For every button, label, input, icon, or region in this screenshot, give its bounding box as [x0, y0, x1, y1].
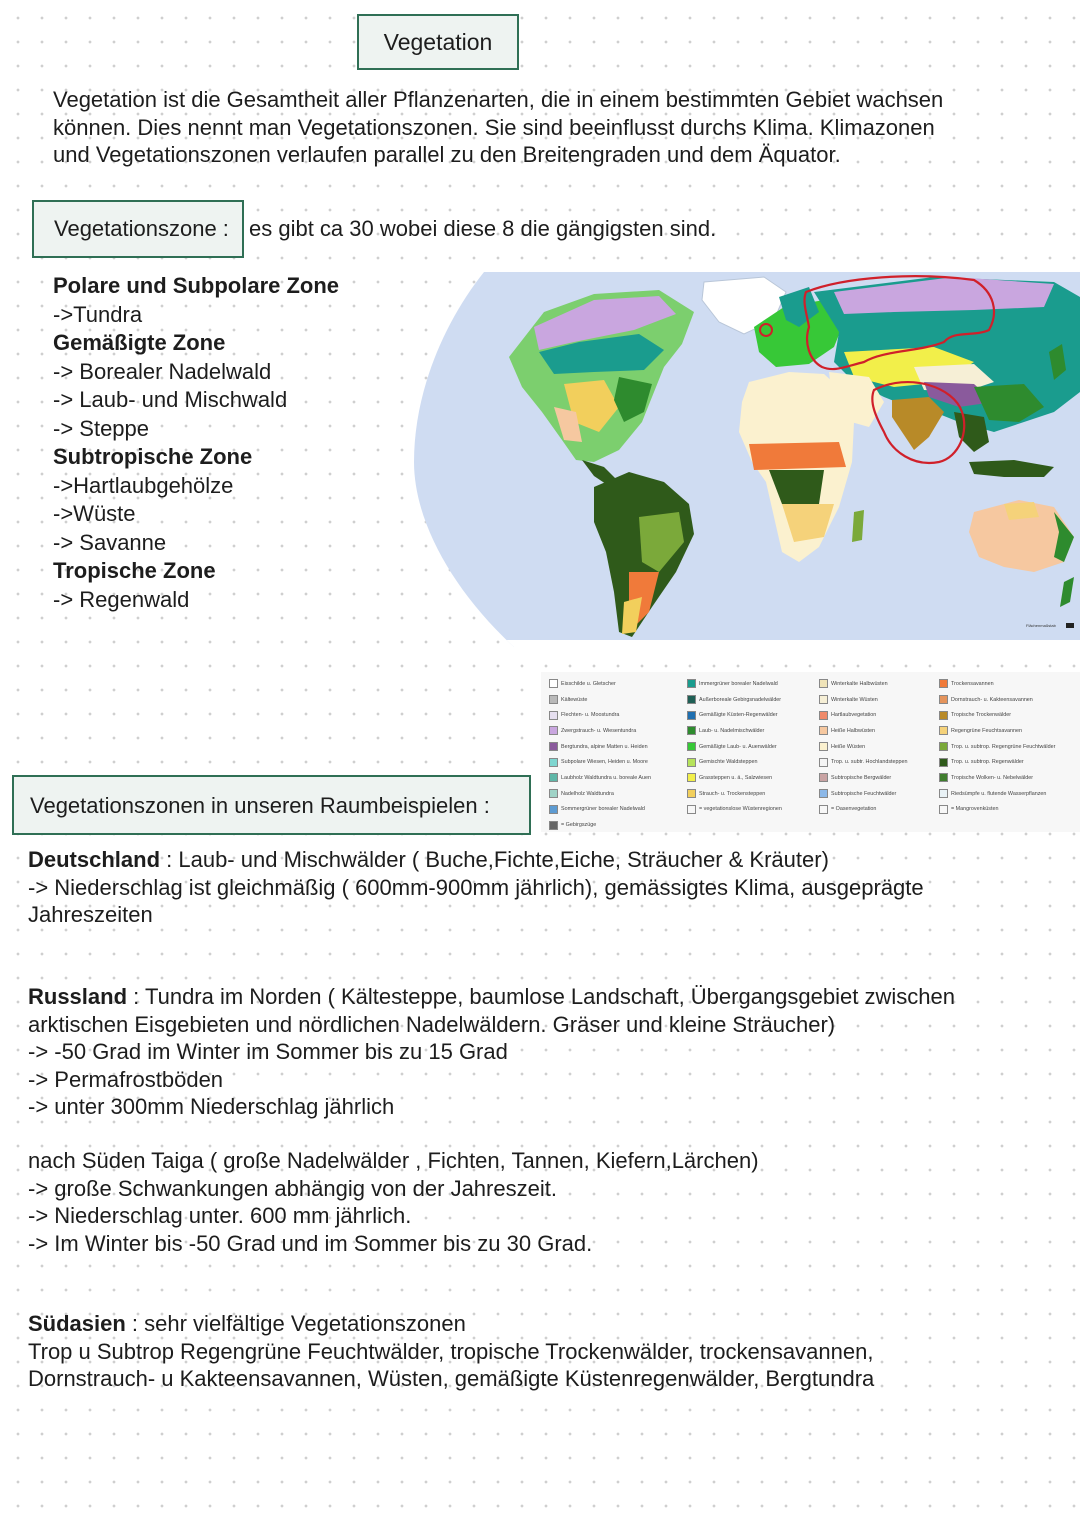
- zone-heading: Subtropische Zone: [53, 444, 253, 469]
- taiga-section: [28, 1147, 1068, 1257]
- russia-name: Russland: [28, 984, 128, 1009]
- russia-line: -> unter 300mm Niederschlag jährlich: [28, 1094, 395, 1119]
- examples-heading: Vegetationszonen in unseren Raumbeispielen :: [30, 793, 490, 818]
- germany-name: Deutschland: [28, 847, 161, 872]
- legend-label: Trop. u. subtrop. Regengrüne Feuchtwälder: [951, 743, 1056, 750]
- legend-item: [819, 754, 908, 770]
- legend-label: Eisschilde u. Gletscher: [561, 680, 616, 687]
- legend-item: [549, 754, 651, 770]
- legend-item: [939, 770, 1055, 786]
- legend-swatch: [687, 773, 696, 782]
- taiga-line: -> große Schwankungen abhängig von der Jahreszeit.: [28, 1175, 557, 1201]
- legend-swatch: [687, 679, 696, 688]
- legend-swatch: [819, 679, 828, 688]
- legend-item: [939, 739, 1055, 755]
- germany-section: [28, 846, 1068, 929]
- legend-label: Laubholz Waldtundra u. boreale Auen: [561, 774, 652, 781]
- taiga-line: -> Im Winter bis -50 Grad und im Sommer bis zu 30 Grad.: [28, 1230, 593, 1256]
- legend-item: [939, 786, 1055, 802]
- legend-swatch: [549, 805, 558, 814]
- legend-swatch: [939, 726, 948, 735]
- legend-item: [819, 692, 908, 708]
- legend-column: [939, 676, 1055, 817]
- legend-swatch: [549, 711, 558, 720]
- legend-item: [819, 739, 908, 755]
- legend-item: [939, 707, 1055, 723]
- australia-north: [1004, 502, 1039, 520]
- intro-paragraph: [53, 86, 1053, 169]
- map-legend: [541, 672, 1080, 832]
- legend-item: [687, 802, 782, 818]
- legend-label: Subtropische Bergwälder: [831, 774, 892, 781]
- legend-label: Hartlaubvegetation: [831, 712, 877, 719]
- legend-label: = Gebirgszüge: [561, 822, 597, 829]
- zones-list: [53, 272, 413, 614]
- examples-heading-box: [12, 775, 531, 835]
- scale-label: Flächenmaßstab: [1026, 623, 1056, 628]
- legend-item: [819, 707, 908, 723]
- legend-swatch: [819, 805, 828, 814]
- legend-label: = Mangrovenküsten: [951, 806, 999, 813]
- legend-swatch: [939, 789, 948, 798]
- legend-item: [549, 739, 651, 755]
- germany-line: Jahreszeiten: [28, 902, 153, 927]
- legend-item: [819, 770, 908, 786]
- legend-swatch: [819, 789, 828, 798]
- legend-label: Subpolare Wiesen, Heiden u. Moore: [561, 759, 648, 766]
- zones-heading-text: es gibt ca 30 wobei diese 8 die gängigsten sind.: [249, 216, 717, 241]
- russia-line: -> Permafrostböden: [28, 1066, 224, 1092]
- legend-swatch: [549, 726, 558, 735]
- legend-label: Trop. u. subtr. Hochlandsteppen: [831, 759, 908, 766]
- legend-item: [819, 676, 908, 692]
- taiga-line: nach Süden Taiga ( große Nadelwälder , Fichten, Tannen, Kiefern,Lärchen): [28, 1148, 759, 1173]
- legend-swatch: [549, 742, 558, 751]
- legend-swatch: [687, 695, 696, 704]
- legend-item: [549, 802, 651, 818]
- legend-label: Strauch- u. Trockensteppen: [699, 790, 766, 797]
- title-box: [357, 14, 519, 70]
- legend-item: [687, 676, 782, 692]
- legend-swatch: [687, 726, 696, 735]
- legend-item: [549, 676, 651, 692]
- legend-swatch: [819, 773, 828, 782]
- legend-item: [819, 786, 908, 802]
- intro-line: und Vegetationszonen verlaufen parallel zu den Breitengraden und dem Äquator.: [53, 142, 841, 167]
- legend-item: [939, 754, 1055, 770]
- zone-heading: Tropische Zone: [53, 558, 216, 583]
- zone-heading: Polare und Subpolare Zone: [53, 273, 340, 298]
- legend-item: [939, 692, 1055, 708]
- legend-item: [687, 739, 782, 755]
- intro-line: Vegetation ist die Gesamtheit aller Pflanzenarten, die in einem bestimmten Gebiet wachsen: [53, 87, 944, 112]
- intro-line: können. Dies nennt man Vegetationszonen. Sie sind beeinflusst durchs Klima. Klimazonen: [53, 114, 935, 140]
- legend-label: Gemäßigte Laub- u. Auenwälder: [699, 743, 777, 750]
- legend-swatch: [819, 695, 828, 704]
- legend-label: Riedsümpfe u. flutende Wasserpflanzen: [951, 790, 1047, 797]
- legend-label: Sommergrüner borealer Nadelwald: [561, 806, 645, 813]
- legend-label: Außerboreale Gebirgsnadelwälder: [699, 696, 782, 703]
- zones-label: Vegetationszone :: [54, 216, 229, 241]
- zone-item: -> Steppe: [53, 415, 150, 441]
- germany-line: : Laub- und Mischwälder ( Buche,Fichte,Eiche, Sträucher & Kräuter): [160, 847, 829, 872]
- legend-item: [549, 707, 651, 723]
- legend-item: [939, 802, 1055, 818]
- legend-swatch: [549, 821, 558, 830]
- legend-swatch: [939, 805, 948, 814]
- legend-swatch: [939, 711, 948, 720]
- south-asia-line: Trop u Subtrop Regengrüne Feuchtwälder, tropische Trockenwälder, trockensavannen,: [28, 1338, 874, 1364]
- legend-item: [549, 817, 651, 833]
- page-title: Vegetation: [383, 29, 493, 55]
- legend-swatch: [939, 773, 948, 782]
- zone-item: -> Borealer Nadelwald: [53, 358, 272, 384]
- legend-label: Zwergstrauch- u. Wiesentundra: [561, 727, 637, 734]
- africa-savanna-n: [749, 442, 846, 470]
- legend-item: [687, 692, 782, 708]
- legend-label: Gemischte Waldsteppen: [699, 759, 758, 766]
- legend-item: [819, 802, 908, 818]
- legend-item: [687, 754, 782, 770]
- legend-label: Regengrüne Feuchtsavannen: [951, 727, 1023, 734]
- legend-swatch: [687, 711, 696, 720]
- south-asia-line: Dornstrauch- u Kakteensavannen, Wüsten, gemäßigte Küstenregenwälder, Bergtundra: [28, 1366, 875, 1391]
- legend-item: [687, 786, 782, 802]
- legend-label: Tropische Trockenwälder: [951, 712, 1012, 719]
- zone-item: -> Savanne: [53, 529, 167, 555]
- legend-swatch: [819, 742, 828, 751]
- legend-swatch: [687, 789, 696, 798]
- zones-label-box: [32, 200, 244, 258]
- legend-label: = vegetationslose Wüstenregionen: [699, 806, 782, 813]
- legend-swatch: [819, 758, 828, 767]
- legend-swatch: [549, 789, 558, 798]
- legend-item: [687, 770, 782, 786]
- legend-column: [819, 676, 908, 817]
- legend-item: [549, 723, 651, 739]
- legend-item: [549, 692, 651, 708]
- legend-label: Immergrüner borealer Nadelwald: [699, 680, 778, 687]
- legend-swatch: [819, 711, 828, 720]
- legend-label: Nadelholz Waldtundra: [561, 790, 614, 797]
- legend-label: Winterkalte Halbwüsten: [831, 680, 888, 687]
- legend-item: [549, 786, 651, 802]
- legend-label: Grassteppen u. ä., Salzwiesen: [699, 774, 773, 781]
- legend-swatch: [939, 758, 948, 767]
- legend-item: [939, 723, 1055, 739]
- legend-item: [687, 723, 782, 739]
- legend-label: Winterkalte Wüsten: [831, 696, 878, 703]
- legend-label: Subtropische Feuchtwälder: [831, 790, 897, 797]
- zone-item: -> Regenwald: [53, 586, 190, 612]
- legend-swatch: [549, 695, 558, 704]
- zone-item: ->Hartlaubgehölze: [53, 472, 234, 498]
- legend-label: Bergtundra, alpine Matten u. Heiden: [561, 743, 648, 750]
- russia-line: -> -50 Grad im Winter im Sommer bis zu 15 Grad: [28, 1039, 508, 1064]
- south-asia-section: [28, 1310, 1068, 1393]
- legend-item: [687, 707, 782, 723]
- legend-swatch: [939, 695, 948, 704]
- legend-swatch: [939, 742, 948, 751]
- antarctica: [414, 640, 1080, 662]
- legend-swatch: [549, 773, 558, 782]
- russia-line: : Tundra im Norden ( Kältesteppe, baumlose Landschaft, Übergangsgebiet zwischen: [127, 984, 955, 1009]
- scale-bar: [1066, 623, 1074, 628]
- legend-swatch: [549, 758, 558, 767]
- south-asia-line: : sehr vielfältige Vegetationszonen: [125, 1311, 466, 1336]
- legend-label: Heiße Wüsten: [831, 743, 866, 750]
- zone-item: ->Tundra: [53, 301, 143, 327]
- legend-label: Trockensavannen: [951, 680, 994, 687]
- legend-swatch: [687, 742, 696, 751]
- legend-swatch: [819, 726, 828, 735]
- germany-line: -> Niederschlag ist gleichmäßig ( 600mm-900mm jährlich), gemässigtes Klima, ausgeprägte: [28, 874, 924, 900]
- legend-label: Trop. u. subtrop. Regenwälder: [951, 759, 1024, 766]
- zone-heading: Gemäßigte Zone: [53, 330, 226, 355]
- legend-label: = Oasenvegetation: [831, 806, 877, 813]
- zone-item: ->Wüste: [53, 501, 136, 526]
- world-map: [414, 272, 1080, 662]
- russia-line: arktischen Eisgebieten und nördlichen Nadelwäldern. Gräser und kleine Sträucher): [28, 1011, 836, 1037]
- zone-item: -> Laub- und Mischwald: [53, 387, 288, 412]
- legend-label: Gemäßigte Küsten-Regenwälder: [699, 712, 778, 719]
- legend-item: [819, 723, 908, 739]
- legend-item: [939, 676, 1055, 692]
- legend-swatch: [687, 805, 696, 814]
- legend-item: [549, 770, 651, 786]
- south-asia-name: Südasien: [28, 1311, 126, 1336]
- legend-label: Tropische Wolken- u. Nebelwälder: [951, 774, 1034, 781]
- legend-swatch: [687, 758, 696, 767]
- russia-section: [28, 983, 1068, 1121]
- legend-swatch: [939, 679, 948, 688]
- legend-label: Laub- u. Nadelmischwälder: [699, 727, 765, 734]
- legend-label: Dornstrauch- u. Kakteensavannen: [951, 696, 1033, 703]
- legend-column: [687, 676, 782, 817]
- legend-label: Heiße Halbwüsten: [831, 727, 876, 734]
- taiga-line: -> Niederschlag unter. 600 mm jährlich.: [28, 1203, 412, 1228]
- legend-swatch: [549, 679, 558, 688]
- legend-label: Kältewüste: [561, 696, 588, 703]
- legend-column: [549, 676, 651, 833]
- legend-label: Flechten- u. Moostundra: [561, 712, 620, 719]
